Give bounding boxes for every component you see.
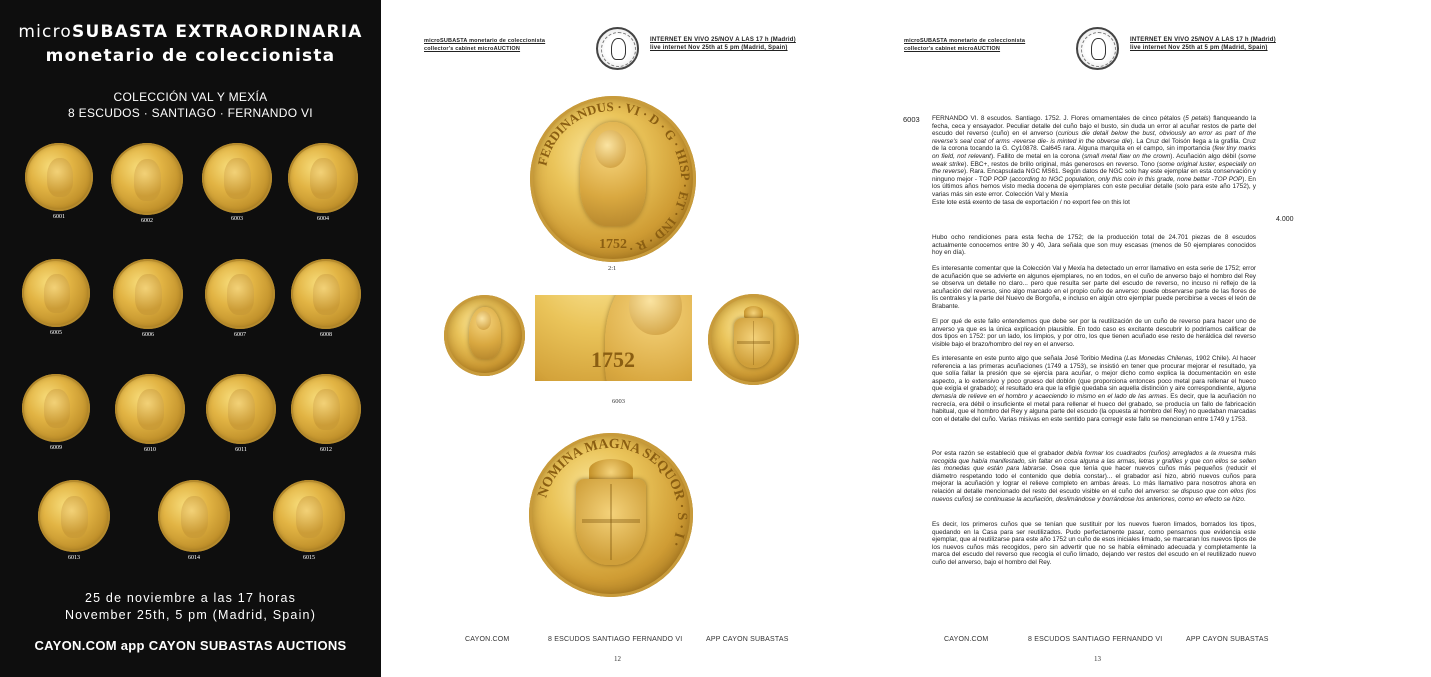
enlarged-reverse-coin [529,433,693,597]
cover-panel [0,0,381,677]
cover-coin[interactable] [158,480,230,552]
header-left-line2: collector's cabinet microAUCTION [904,45,1001,52]
footer-app: APP CAYON SUBASTAS [706,636,789,643]
cover-coin[interactable] [291,374,361,444]
caption-enlarged: 2:1 [608,265,617,272]
cover-subtitle-collection: COLECCIÓN VAL Y MEXÍA [113,90,268,104]
cover-title-line2: monetario de coleccionista [45,46,336,66]
reverse-legend [529,433,693,597]
paragraph-6: Es decir, los primeros cuños que se tenían que sustituir por los nuevos fueron limados, borrados los tipos, quedando en la Casa para ser reutilizados. Pudo perfectamente pasar, como pensamos que evidencia este ejemplar, que al reutilizarse para este año 1752 un cuño de esos iniciales limado, se marcaran los nuevos tipos de los nuevos cuños más recogidos, pero sin advertir que no se había eliminado adecuada y completamente la marca del escudo del reverso que recogía el cuño limado, dejando ver restos del escudo en el reutilizado nuevo cuño del anverso, bajo el hombro del Rey. [932,521,1256,566]
cover-coin[interactable] [111,143,183,215]
header-left [904,38,1025,53]
header-right [1130,36,1276,52]
enlarged-obverse-coin [530,96,696,262]
cover-coin-label: 6014 [188,555,200,561]
header-right-line1: INTERNET EN VIVO 25/NOV A LAS 17 h (Madrid) [650,37,796,43]
cover-coin-label: 6009 [50,445,62,451]
cover-coin[interactable] [38,480,110,552]
lot-description [932,115,1256,206]
cover-coin-label: 6002 [141,218,153,224]
page-number-13: 13 [1094,655,1101,663]
lot-export-note: Este lote está exento de tasa de exportación / no export fee on this lot [932,198,1130,206]
cover-coin-label: 6010 [144,447,156,453]
detail-crop-date [535,295,692,381]
svg-text:FERDINANDUS · VI · D · G · HIS [534,99,693,257]
header-right-line1: INTERNET EN VIVO 25/NOV A LAS 17 h (Madrid) [1130,37,1276,43]
crown-icon [744,306,763,318]
detail-date-text [535,295,692,381]
cover-coin-label: 6003 [231,216,243,222]
paragraph-1: Hubo ocho rendiciones para esta fecha de 1752; de la producción total de 24.701 piezas de 8 escudos actualmente conocemos entre 30 y 40, Jara señala que son muy escasas (menos de 50 ejemplares conocidos hoy en día). [932,234,1256,257]
cover-coin-label: 6013 [68,555,80,561]
paragraph-2: Es interesante comentar que la Colección Val y Mexía ha detectado un error llamativo en esta serie de 1752; error de acuñación que se advierte en algunos ejemplares, no en todos, en el cuño de anverso bajo el hombro del Rey se observa un detalle no claro... pero que resulta ser parte del escudo de reverso, no incuso ni reflejo de la acuñación del reverso, sino algo marcado en el propio cuño de anverso: puede observarse parte de las flores de lis centrales y la parte del Nuevo de Borgoña, e incluso en algún otro ejemplar puede percibirse a veces el león de Brabante. [932,265,1256,310]
small-obverse-coin [444,295,525,376]
cover-title: microSUBASTA EXTRAORDINARIA [18,22,363,42]
paragraph-3: El por qué de este fallo entendemos que debe ser por la reutilización de un cuño de reverso para hacer uno de anverso ya que es la única explicación plausible. En todo caso es excitante descubrir lo podríamos calificar de dos tipos en 1752: por un lado, los limpios, y por otro, los que tienen acuñado ese resto de heráldica del reverso visible bajo el brazo/hombro del rey en el anverso. [932,318,1256,348]
paragraph-5: Por esta razón se estableció que el grabador debía formar los cuadrados (cuños) arreglados a la muestra más recogida que había manifestado, sin faltar en cosa alguna a las armas, letras y grafiles y que con ellos se sellen las monedas que están para labrarse. Osea que tenía que hacer nuevos cuños más pequeños (reducir el diámetro respetando todo el contenido que debía constar)... el grabador así hizo, abrió nuevos cuños para mejorar la acuñación y lograr el relieve completo en ambas áreas. Lo más llamativo para nosotros ahora en relación al detalle mencionado del resto del escudo visible en el cuño del anverso: se dispuso que con ellos (los nuevos cuños) se continuase la acuñación, deslimándose y borrándose los anteriores, como en efecto se hizo. [932,450,1256,503]
footer-collection: 8 ESCUDOS SANTIAGO FERNANDO VI [1028,636,1163,643]
obverse-legend-text: FERDINANDUS · VI · D · G · HISP · ET · IND · R · [534,98,694,257]
svg-text:NOMINA MAGNA SEQUOR · S · I · [535,437,689,549]
header-left [424,38,545,53]
cover-coin-label: 6001 [53,214,65,220]
cover-date-en: November 25th, 5 pm (Madrid, Spain) [64,608,317,622]
king-bust [469,307,501,359]
cover-coin[interactable] [202,143,272,213]
cover-date-es: 25 de noviembre a las 17 horas [84,591,297,605]
cover-coin-label: 6005 [50,330,62,336]
cover-coin-label: 6004 [317,216,329,222]
small-reverse-coin [708,294,799,385]
obverse-legend [530,96,696,262]
header-left-line2: collector's cabinet microAUCTION [424,45,521,52]
cover-coin[interactable] [205,259,275,329]
cover-coin-label: 6007 [234,332,246,338]
lot-price: 4.000 [1276,216,1294,223]
cover-coin[interactable] [113,259,183,329]
header-left-line1: microSUBASTA monetario de coleccionista [904,38,1026,44]
page12-header [424,30,816,72]
caption-lot: 6003 [612,398,625,405]
cover-coin[interactable] [115,374,185,444]
paragraph-4: Es interesante en este punto algo que señala José Toribio Medina (Las Monedas Chilenas, 1902 Chile). Al hacer referencia a las primeras acuñaciones (1749 a 1753), se insistió en tener que procurar mejorar el resultado, ya que solía fallar la presión que se ejercía para acuñar, o mejor dicho como explica la documentación en este aspecto, a lo extensivo y poco grueso del doblón (que proporciona entonces poco metal para rellenar el hueco que exigía el grabado); el resultado era que la efigie quedaba sin aquella distinción y aire correspondiente, alguna demasía de relieve en el hombro y acaeciendo lo mismo en el lado de las armas. Es decir, que la acuñación no recrecía, era débil o insuficiente el metal para rellenar el hueco del grabado, se producía un fallo de fabricación habitual, que el hombro del Rey y alguna parte del escudo (la opuesta al hombro del Rey) no quedaban marcadas con el detalle del cuño. Varias misivas en este sentido para corregir este fallo se mencionan entre 1749 y 1753. [932,355,1256,423]
coin-date: 1752 [599,237,627,252]
detail-date: 1752 [591,347,635,372]
footer-collection: 8 ESCUDOS SANTIAGO FERNANDO VI [548,636,683,643]
cover-subtitle-series: 8 ESCUDOS · SANTIAGO · FERNANDO VI [68,106,313,120]
cover-brand: CAYON.COM app CAYON SUBASTAS AUCTIONS [34,638,347,653]
cayon-logo-icon [1076,27,1119,70]
cayon-logo-icon [596,27,639,70]
header-right [650,36,796,52]
cover-coin-label: 6015 [303,555,315,561]
lot-description-body: FERNANDO VI. 8 escudos. Santiago. 1752. J. Flores ornamentales de cinco pétalos (5 petals) flanqueando la fecha, ceca y ensayador. Peculiar detalle del cuño bajo el busto, sin duda un error al acuñar restos de parte del escudo del reverso (cuño) en el anverso (curious die detail below the bust, obviously an error as part of the reverse's seal coat of arms -reverse die- is minted in the obverse die). La Cruz del Toisón llega a la grafila. Cruz de la corona tocando la G. Cy10878. Cal645 rara. Alguna marquita en el campo, sin importancia (few tiny marks on field, not relevant). Fallito de metal en la corona (small metal flaw on the crown). Acuñación algo débil (some weak strike). EBC+, restos de brillo original, más generosos en reverso. Tono (some original luster, especially on the reverse). Rara. Encapsulada NGC MS61. Según datos de NGC solo hay este ejemplar en esta conservación y ninguno mejor - TOP POP (according to NGC population, only this coin in this grade, none better -TOP POP). En los últimos años hemos visto media docena de ejemplares con este peculiar detalle (solo para este año 1752), y varias más sin este error. Colección Val y Mexía [932,115,1257,198]
cover-coin[interactable] [25,143,93,211]
page-number-12: 12 [614,655,621,663]
header-left-line1: microSUBASTA monetario de coleccionista [424,38,546,44]
header-right-line2: live internet Nov 25th at 5 pm (Madrid, Spain) [1130,45,1268,51]
cover-coin[interactable] [22,374,90,442]
shield-icon [734,318,773,368]
cover-coin-label: 6011 [235,447,247,453]
reverse-legend-text: NOMINA MAGNA SEQUOR · S · I · [535,436,690,549]
cover-coin[interactable] [22,259,90,327]
page13-header [904,30,1296,72]
cover-coin[interactable] [288,143,358,213]
lot-number: 6003 [903,115,920,124]
header-right-line2: live internet Nov 25th at 5 pm (Madrid, Spain) [650,45,788,51]
footer-site: CAYON.COM [944,636,989,643]
footer-site: CAYON.COM [465,636,510,643]
cover-coin-label: 6008 [320,332,332,338]
cover-coin[interactable] [206,374,276,444]
footer-app: APP CAYON SUBASTAS [1186,636,1269,643]
cover-coin-label: 6006 [142,332,154,338]
cover-coin[interactable] [291,259,361,329]
cover-coin[interactable] [273,480,345,552]
cover-coin-label: 6012 [320,447,332,453]
